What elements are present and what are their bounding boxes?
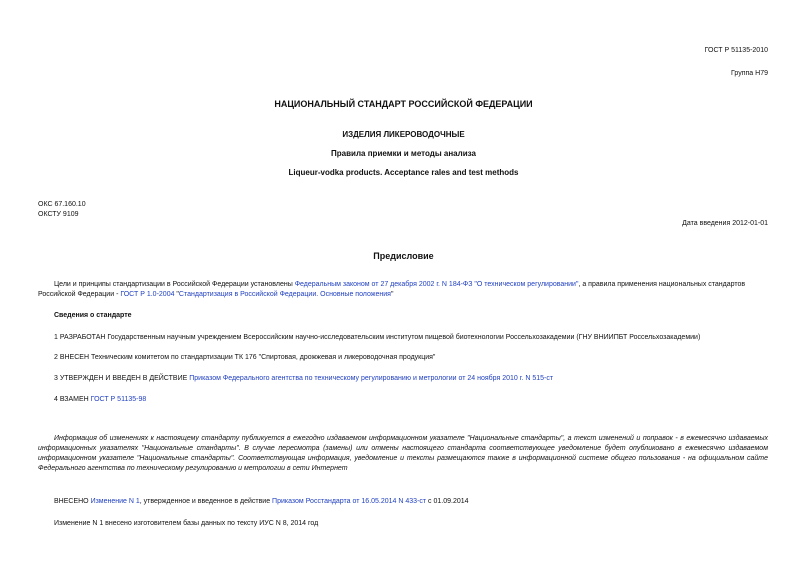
notice-paragraph: Информация об изменениях к настоящему стандарту публикуется в ежегодно издаваемом информационном указателе "Национальные стандарты", а текст изменений и поправок - в ежемесячно издаваемых информационных указателях "Национальные стандарты". В случае пересмотра (замены) или отмены настоящего стандарта соответствующее уведомление будет опубликовано в ежемесячно издаваемом информационном указателе "Национальные стандарты". Соответствующая информация, уведомление и тексты размещаются также в информационной системе общего пользования - на официальном сайте Федерального агентства по техническому регулированию и метрологии в сети Интернет <box>38 435 768 472</box>
info-heading: Сведения о стандарте <box>54 312 132 319</box>
okstu-code: ОКСТУ 9109 <box>38 211 79 218</box>
standard-title: НАЦИОНАЛЬНЫЙ СТАНДАРТ РОССИЙСКОЙ ФЕДЕРАЦИИ <box>274 99 533 109</box>
order-link[interactable]: Приказом Федерального агентства по техническому регулированию и метрологии от 24 ноября 2010 г. N 515-ст <box>189 375 554 382</box>
preface-text-3: " <box>174 291 179 298</box>
info-item-3-text: 3 УТВЕРЖДЕН И ВВЕДЕН В ДЕЙСТВИЕ <box>54 375 190 382</box>
gost-51135-98-link[interactable]: ГОСТ Р 51135-98 <box>90 396 147 403</box>
amendment-line <box>54 497 768 506</box>
preface-text-2: , а правила применения национальных стандартов Российской Федерации - <box>38 281 746 298</box>
gost-1-0-link[interactable]: ГОСТ Р 1.0-2004 <box>120 291 175 298</box>
preface-heading: Предисловие <box>373 251 434 261</box>
intro-date: Дата введения 2012-01-01 <box>682 220 768 227</box>
info-item-1: 1 РАЗРАБОТАН Государственным научным учреждением Всероссийским научно-исследовательским институтом пищевой биотехнологии Россельхозакадемии (ГНУ ВНИИПБТ Россельхозакадемии) <box>54 334 701 341</box>
info-item-4 <box>54 395 768 404</box>
product-title: ИЗДЕЛИЯ ЛИКЕРОВОДОЧНЫЕ <box>342 130 465 139</box>
amendment-text-3: с 01.09.2014 <box>426 498 469 505</box>
subtitle-ru: Правила приемки и методы анализа <box>331 149 476 158</box>
group-code: Группа Н79 <box>731 70 768 77</box>
subtitle-en: Liqueur-vodka products. Acceptance rales and test methods <box>288 168 519 177</box>
federal-law-link[interactable]: Федеральным законом от 27 декабря 2002 г. N 184-ФЗ "О техническом регулировании" <box>294 281 579 288</box>
amendment-text-1: ВНЕСЕНО <box>54 498 91 505</box>
amendment-text-2: , утвержденное и введенное в действие <box>139 498 273 505</box>
preface-text-1: Цели и принципы стандартизации в Российской Федерации установлены <box>54 281 295 288</box>
amendment-1-link[interactable]: Изменение N 1 <box>90 498 140 505</box>
info-item-4-text: 4 ВЗАМЕН <box>54 396 91 403</box>
standardization-link[interactable]: Стандартизация в Российской Федерации. Основные положения <box>178 291 391 298</box>
preface-paragraph <box>38 280 768 300</box>
info-item-2: 2 ВНЕСЕН Техническим комитетом по стандартизации ТК 176 "Спиртовая, дрожжевая и ликероводочная продукция" <box>54 354 436 361</box>
rosstandart-order-link[interactable]: Приказом Росстандарта от 16.05.2014 N 433-ст <box>272 498 427 505</box>
footer-note: Изменение N 1 внесено изготовителем базы данных по тексту ИУС N 8, 2014 год <box>54 520 319 527</box>
oks-code: ОКС 67.160.10 <box>38 201 86 208</box>
info-item-3 <box>54 374 768 383</box>
preface-text-4: " <box>390 291 394 298</box>
gost-code: ГОСТ Р 51135-2010 <box>704 47 768 54</box>
